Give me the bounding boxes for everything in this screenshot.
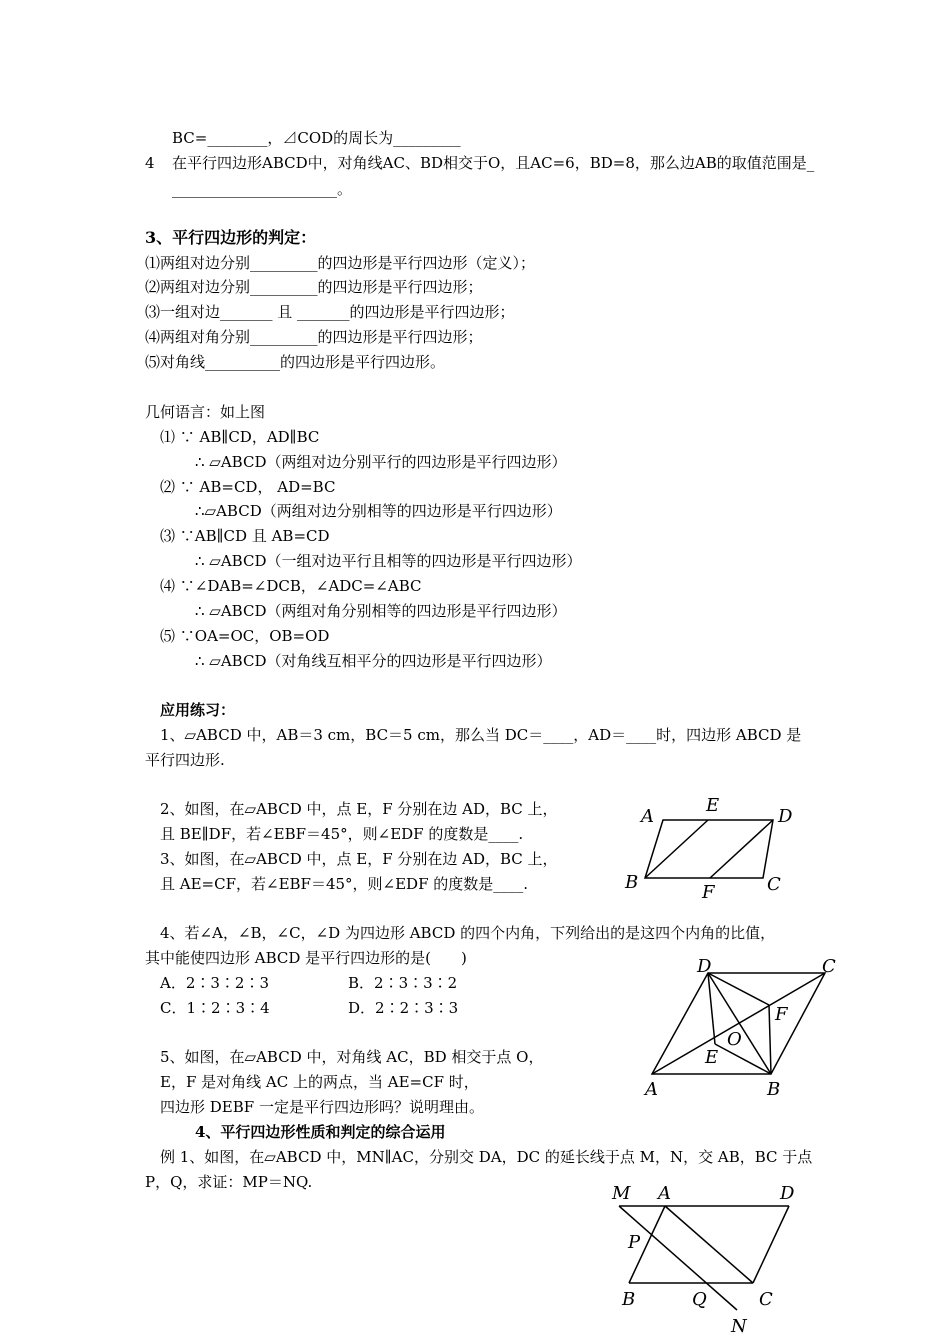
label-a: A	[641, 806, 654, 827]
label-q: Q	[692, 1289, 707, 1310]
criterion-item: ⑸对角线__________的四边形是平行四边形。	[145, 353, 446, 371]
label-b: B	[622, 1289, 636, 1310]
geo-conclusion: ∴ ▱ABCD（两组对角分别相等的四边形是平行四边形）	[195, 602, 567, 620]
geo-conclusion: ∴ ▱ABCD（对角线互相平分的四边形是平行四边形）	[195, 652, 552, 670]
question-5-cont: 四边形 DEBF 一定是平行四边形吗？说明理由。	[160, 1098, 484, 1116]
question-4-cont: 其中能使四边形 ABCD 是平行四边形的是( )	[145, 949, 467, 967]
question-4: 4、若∠A，∠B，∠C，∠D 为四边形 ABCD 的四个内角，下列给出的是这四个内角的比值，	[160, 924, 776, 942]
label-c: C	[759, 1289, 773, 1310]
example-1: 例 1、如图，在▱ABCD 中，MN∥AC，分别交 DA，DC 的延长线于点 M，N，交 AB，BC 于点	[160, 1148, 813, 1166]
top-line-3: ______________________。	[172, 180, 353, 198]
label-n: N	[731, 1316, 747, 1337]
label-c: C	[767, 874, 781, 895]
geo-conclusion: ∴ ▱ABCD（一组对边平行且相等的四边形是平行四边形）	[195, 552, 582, 570]
label-d: D	[778, 806, 793, 827]
option-b: B．2∶3∶3∶2	[348, 974, 458, 992]
geo-language-title: 几何语言：如上图	[145, 403, 266, 421]
geo-conclusion: ∴ ▱ABCD（两组对边分别平行的四边形是平行四边形）	[195, 453, 567, 471]
criterion-item: ⑴两组对边分别_________的四边形是平行四边形（定义）；	[145, 254, 536, 272]
label-a: A	[658, 1183, 671, 1204]
criterion-item: ⑷两组对角分别_________的四边形是平行四边形；	[145, 328, 483, 346]
label-d: D	[697, 956, 712, 977]
geo-given: ⑸ ∵OA=OC，OB=OD	[160, 627, 330, 645]
question-3: 3、如图，在▱ABCD 中，点 E，F 分别在边 AD，BC 上，	[160, 850, 558, 868]
top-line-1: BC=________，⊿COD的周长为_________	[172, 129, 461, 147]
option-d: D．2∶2∶3∶3	[348, 999, 459, 1017]
label-d: D	[780, 1183, 795, 1204]
geo-conclusion: ∴▱ABCD（两组对边分别相等的四边形是平行四边形）	[195, 502, 562, 520]
question-1-cont: 平行四边形.	[145, 751, 225, 769]
example-1-cont: P，Q，求证：MP＝NQ.	[145, 1173, 313, 1191]
label-p: P	[628, 1232, 641, 1253]
label-c: C	[822, 956, 836, 977]
label-b: B	[625, 872, 639, 893]
label-e: E	[706, 795, 720, 816]
question-5-cont: E，F 是对角线 AC 上的两点，当 AE=CF 时，	[160, 1073, 479, 1091]
geo-given: ⑷ ∵∠DAB=∠DCB，∠ADC=∠ABC	[160, 577, 422, 595]
label-b: B	[767, 1079, 781, 1100]
section-3-title: 3、平行四边形的判定：	[145, 228, 317, 247]
option-c: C．1∶2∶3∶4	[160, 999, 270, 1017]
top-line-2: 在平行四边形ABCD中，对角线AC、BD相交于O，且AC=6，BD=8，那么边AB的取值范围是_	[172, 154, 815, 172]
criterion-item: ⑵两组对边分别_________的四边形是平行四边形；	[145, 278, 483, 296]
label-a: A	[645, 1079, 658, 1100]
practice-title: 应用练习：	[160, 701, 236, 719]
geo-given: ⑶ ∵AB∥CD 且 AB=CD	[160, 527, 330, 545]
question-number: 4	[145, 154, 155, 172]
label-f: F	[702, 882, 715, 903]
label-m: M	[612, 1183, 631, 1204]
label-e: E	[705, 1047, 719, 1068]
criterion-item: ⑶一组对边_______ 且 _______的四边形是平行四边形；	[145, 303, 515, 321]
option-a: A．2∶3∶2∶3	[160, 974, 270, 992]
question-2: 2、如图，在▱ABCD 中，点 E，F 分别在边 AD，BC 上，	[160, 800, 558, 818]
geo-given: ⑵ ∵ AB=CD， AD=BC	[160, 478, 336, 496]
question-5: 5、如图，在▱ABCD 中，对角线 AC，BD 相交于点 O，	[160, 1048, 544, 1066]
label-o: O	[727, 1029, 742, 1050]
section-4-title: 4、平行四边形性质和判定的综合运用	[195, 1123, 446, 1141]
label-f: F	[775, 1004, 788, 1025]
geo-given: ⑴ ∵ AB∥CD，AD∥BC	[160, 428, 320, 446]
question-2-cont: 且 BE∥DF，若∠EBF＝45°，则∠EDF 的度数是____.	[160, 825, 524, 843]
question-1: 1、▱ABCD 中，AB＝3 cm，BC＝5 cm，那么当 DC＝____，AD＝____时，四边形 ABCD 是	[160, 726, 802, 744]
question-3-cont: 且 AE=CF，若∠EBF＝45°，则∠EDF 的度数是____.	[160, 875, 529, 893]
